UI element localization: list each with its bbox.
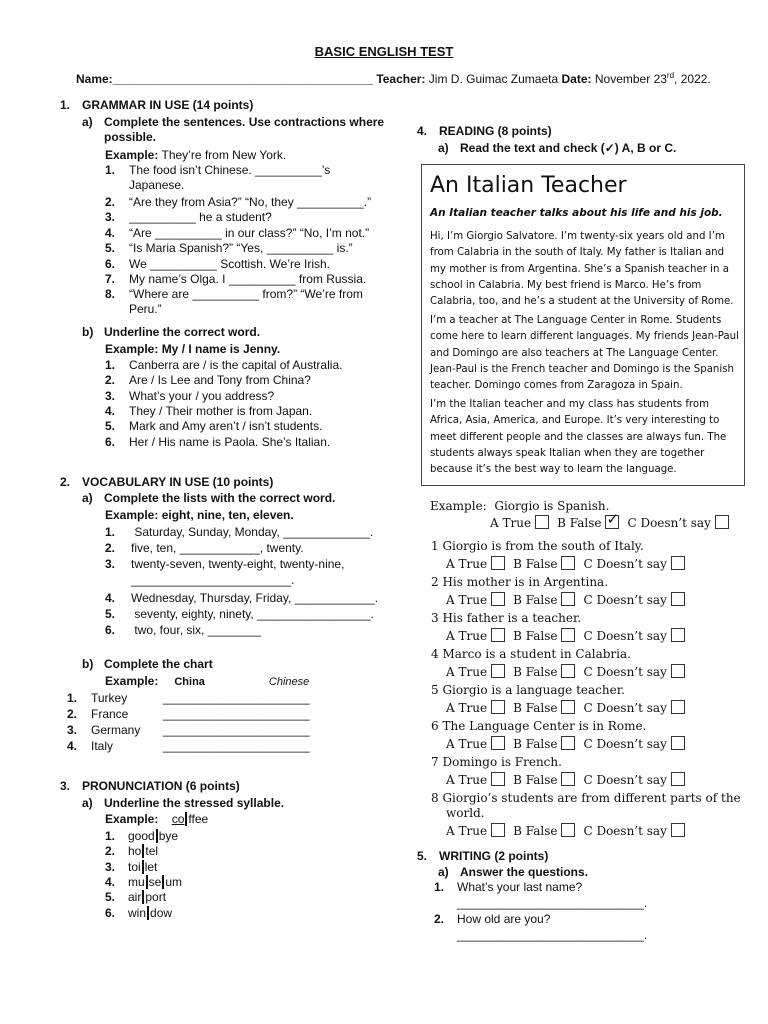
writing-a-instr: a) Answer the questions. — [438, 865, 589, 879]
vocab-a-item: 2. five, ten, ____________, twenty. — [105, 541, 304, 555]
reading-example-options: A True B False ✓ C Doesn’t say — [490, 515, 737, 530]
pron-item: 3. toi let — [105, 859, 158, 874]
answer-options: A True B False C Doesn’t say — [446, 736, 693, 751]
grammar-a-item: 2. “Are they from Asia?” “No, they __________.” — [105, 195, 372, 209]
answer-doesnt-say-checkbox[interactable] — [671, 772, 685, 786]
syllable[interactable]: dow — [150, 905, 173, 920]
pron-item: 4. mu se um — [105, 874, 183, 889]
answer-true-checkbox[interactable] — [491, 772, 505, 786]
grammar-a-example: Example: They’re from New York. — [105, 148, 287, 162]
date-value: November 23 — [594, 72, 667, 86]
syllable[interactable]: toi — [128, 859, 141, 874]
syllable[interactable]: air — [128, 890, 142, 905]
reading-passage — [421, 164, 745, 486]
grammar-b-instr: b) Underline the correct word. — [82, 325, 261, 339]
reading-a-instr: a) Read the text and check (✓) A, B or C. — [438, 141, 677, 155]
name-blank[interactable]: _______________________________________ — [112, 72, 373, 86]
vocab-a-item: 6. two, four, six, ________ — [105, 623, 262, 637]
answer-doesnt-say-checkbox[interactable] — [671, 556, 685, 570]
example-true-checkbox[interactable] — [535, 515, 549, 529]
grammar-a-item: Peru.” — [129, 302, 162, 316]
grammar-a-item: 5. “Is Maria Spanish?” “Yes, __________ is.” — [105, 241, 353, 255]
syllable-divider — [156, 829, 158, 843]
teacher-value: Jim D. Guimac Zumaeta — [428, 72, 559, 86]
reading-question: 1 Giorgio is from the south of Italy. — [431, 539, 644, 553]
syllable[interactable]: bye — [158, 829, 179, 843]
pron-a-instr: a) Underline the stressed syllable. — [82, 796, 285, 810]
vocab-a-item: 4. Wednesday, Thursday, Friday, ____________. — [105, 591, 379, 605]
answer-true-checkbox[interactable] — [491, 592, 505, 606]
answer-true-checkbox[interactable] — [491, 628, 505, 642]
nationality-blank[interactable]: ______________________ — [163, 739, 310, 753]
grammar-b-item: 1. Canberra are / is the capital of Australia. — [105, 358, 343, 372]
example-doesnt-say-checkbox[interactable] — [715, 515, 729, 529]
writing-answer-2[interactable]: ____________________________. — [457, 928, 648, 942]
pron-item: 1. good bye — [105, 829, 179, 843]
vocab-a-item: ________________________. — [131, 573, 295, 587]
vocab-a-item: 5. seventy, eighty, ninety, _________________. — [105, 607, 374, 621]
answer-false-checkbox[interactable] — [561, 628, 575, 642]
passage-paragraph-1: Hi, I’m Giorgio Salvatore. I’m twenty-six years old and I’m from Calabria in the south of Italy. My father is Italian and my mother is from Argentina. She’s a Spanish teacher in a school in Calabria. My best friend is Marco. He’s from Calabria, too, and he’s a student at the University of Rome. — [430, 231, 734, 308]
syllable-divider — [146, 875, 148, 889]
answer-options: A True B False C Doesn’t say — [446, 700, 693, 715]
answer-options: A True B False C Doesn’t say — [446, 772, 693, 787]
grammar-a-instr: a) Complete the sentences. Use contractions where — [82, 115, 385, 129]
section-5-heading: 5. WRITING (2 points) — [417, 849, 549, 863]
syllable[interactable]: let — [144, 859, 158, 874]
passage-paragraph-3: I’m the Italian teacher and my class has students from Africa, Asia, America, and Europe. It’s very interesting to meet different people and the classes are always fun. The students always speak Italian when they are together because it’s the best way to learn the language. — [430, 399, 727, 476]
answer-options: A True B False C Doesn’t say — [446, 628, 693, 643]
check-mark-icon: ✓ — [606, 510, 620, 528]
chart-row: 3. Germany ______________________ — [67, 723, 310, 737]
reading-question: 4 Marco is a student in Calabria. — [431, 647, 631, 661]
answer-doesnt-say-checkbox[interactable] — [671, 823, 685, 837]
answer-true-checkbox[interactable] — [491, 700, 505, 714]
name-label: Name: — [76, 72, 113, 86]
chart-row: 1. Turkey ______________________ — [67, 691, 310, 705]
answer-doesnt-say-checkbox[interactable] — [671, 592, 685, 606]
answer-doesnt-say-checkbox[interactable] — [671, 664, 685, 678]
example-false-checkbox[interactable] — [605, 510, 620, 529]
section-2-heading: 2. VOCABULARY IN USE (10 points) — [60, 475, 274, 489]
answer-options: A True B False C Doesn’t say — [446, 556, 693, 571]
section-1-heading: 1. GRAMMAR IN USE (14 points) — [60, 98, 254, 112]
pron-item: 6. win dow — [105, 905, 173, 920]
answer-false-checkbox[interactable] — [561, 556, 575, 570]
reading-question: 6 The Language Center is in Rome. — [431, 719, 647, 733]
section-4-heading: 4. READING (8 points) — [417, 124, 552, 138]
answer-false-checkbox[interactable] — [561, 700, 575, 714]
answer-true-checkbox[interactable] — [491, 823, 505, 837]
passage-title: An Italian Teacher — [430, 173, 627, 198]
nationality-blank[interactable]: ______________________ — [163, 707, 310, 721]
syllable[interactable]: tel — [145, 844, 159, 859]
grammar-a-item: 1. The food isn’t Chinese. __________’s — [105, 163, 331, 177]
date-label: Date: — [561, 72, 592, 86]
nationality-blank[interactable]: ______________________ — [163, 691, 310, 705]
grammar-b-item: 4. They / Their mother is from Japan. — [105, 403, 313, 418]
vocab-a-instr: a) Complete the lists with the correct word. — [82, 491, 336, 505]
grammar-b-example: Example: My / I name is Jenny. — [105, 342, 281, 356]
syllable[interactable]: se — [148, 874, 162, 889]
pron-example: Example: co ffee — [105, 812, 209, 826]
reading-example: Example: Giorgio is Spanish. — [430, 499, 610, 513]
syllable[interactable]: ho — [128, 844, 142, 859]
answer-options: A True B False C Doesn’t say — [446, 592, 693, 607]
grammar-a-item: 6. We __________ Scottish. We’re Irish. — [105, 257, 330, 271]
date-year: , 2022. — [674, 72, 711, 86]
answer-true-checkbox[interactable] — [491, 736, 505, 750]
grammar-b-item: 3. What’s your / you address? — [105, 388, 275, 403]
answer-false-checkbox[interactable] — [561, 592, 575, 606]
answer-false-checkbox[interactable] — [561, 772, 575, 786]
reading-question: 5 Giorgio is a language teacher. — [431, 683, 625, 697]
grammar-a-instr-2: possible. — [104, 130, 157, 144]
grammar-b-item: 6. Her / His name is Paola. She’s Italian. — [105, 434, 331, 449]
test-title: BASIC ENGLISH TEST — [314, 44, 454, 59]
date-sup: rd — [666, 71, 675, 80]
syllable[interactable]: um — [165, 874, 183, 889]
answer-false-checkbox[interactable] — [561, 664, 575, 678]
answer-options: A True B False C Doesn’t say — [446, 664, 693, 679]
answer-true-checkbox[interactable] — [491, 556, 505, 570]
answer-false-checkbox[interactable] — [561, 823, 575, 837]
chart-row: 4. Italy ______________________ — [67, 739, 310, 753]
reading-question: 7 Domingo is French. — [431, 755, 562, 769]
answer-doesnt-say-checkbox[interactable] — [671, 628, 685, 642]
teacher-label: Teacher: — [376, 72, 426, 86]
syllable-divider — [147, 906, 149, 920]
vocab-b-example: Example: China Chinese — [105, 674, 310, 688]
nationality-blank[interactable]: ______________________ — [163, 723, 310, 737]
syllable[interactable]: ffee — [188, 812, 209, 826]
chart-row: 2. France ______________________ — [67, 707, 310, 721]
answer-doesnt-say-checkbox[interactable] — [671, 736, 685, 750]
vocab-a-item: 1. Saturday, Sunday, Monday, _____________. — [105, 525, 374, 539]
grammar-a-item: 8. “Where are __________ from?” “We’re from — [105, 287, 363, 301]
syllable[interactable]: port — [145, 890, 167, 905]
passage-paragraph-2: I’m a teacher at The Language Center in Rome. Students come here to learn different languages. My friends Jean-Paul and Domingo are also teachers at The Language Center. Jean-Paul is the French teacher and Domingo is the Spanish teacher. Domingo comes from Zaragoza in Spain. — [430, 315, 739, 392]
grammar-a-item: Japanese. — [129, 178, 185, 192]
reading-question: 8 Giorgio’s students are from different parts of the — [431, 791, 741, 805]
vocab-a-item: 3. twenty-seven, twenty-eight, twenty-nine, — [105, 557, 345, 571]
syllable[interactable]: good — [128, 829, 155, 843]
answer-options: A True B False C Doesn’t say — [446, 823, 693, 838]
reading-question: 3 His father is a teacher. — [431, 611, 582, 625]
section-3-heading: 3. PRONUNCIATION (6 points) — [60, 779, 240, 793]
grammar-a-item: 4. “Are __________ in our class?” “No, I’m not.” — [105, 226, 370, 240]
reading-question-continued: world. — [446, 806, 485, 820]
writing-answer-1[interactable]: ____________________________. — [457, 896, 648, 910]
reading-question: 2 His mother is in Argentina. — [431, 575, 609, 589]
syllable[interactable]: win — [128, 905, 147, 920]
answer-doesnt-say-checkbox[interactable] — [671, 700, 685, 714]
grammar-b-item: 5. Mark and Amy aren’t / isn’t students. — [105, 419, 323, 434]
vocab-a-example: Example: eight, nine, ten, eleven. — [105, 508, 294, 522]
grammar-a-item: 7. My name’s Olga. I __________ from Russia. — [105, 272, 367, 286]
vocab-b-instr: b) Complete the chart — [82, 657, 213, 671]
grammar-a-item: 3. __________ he a student? — [105, 210, 272, 224]
writing-q2: 2. How old are you? — [434, 912, 551, 926]
answer-false-checkbox[interactable] — [561, 736, 575, 750]
syllable[interactable]: mu — [128, 874, 145, 889]
header-line — [76, 71, 711, 86]
writing-q1: 1. What’s your last name? — [434, 880, 583, 894]
answer-true-checkbox[interactable] — [491, 664, 505, 678]
grammar-b-item: 2. Are / Is Lee and Tony from China? — [105, 373, 311, 388]
syllable-divider — [142, 860, 144, 874]
passage-subtitle: An Italian teacher talks about his life and his job. — [430, 207, 723, 219]
pron-item: 2. ho tel — [105, 844, 159, 859]
syllable[interactable]: co — [171, 812, 185, 826]
pron-item: 5. air port — [105, 890, 167, 905]
